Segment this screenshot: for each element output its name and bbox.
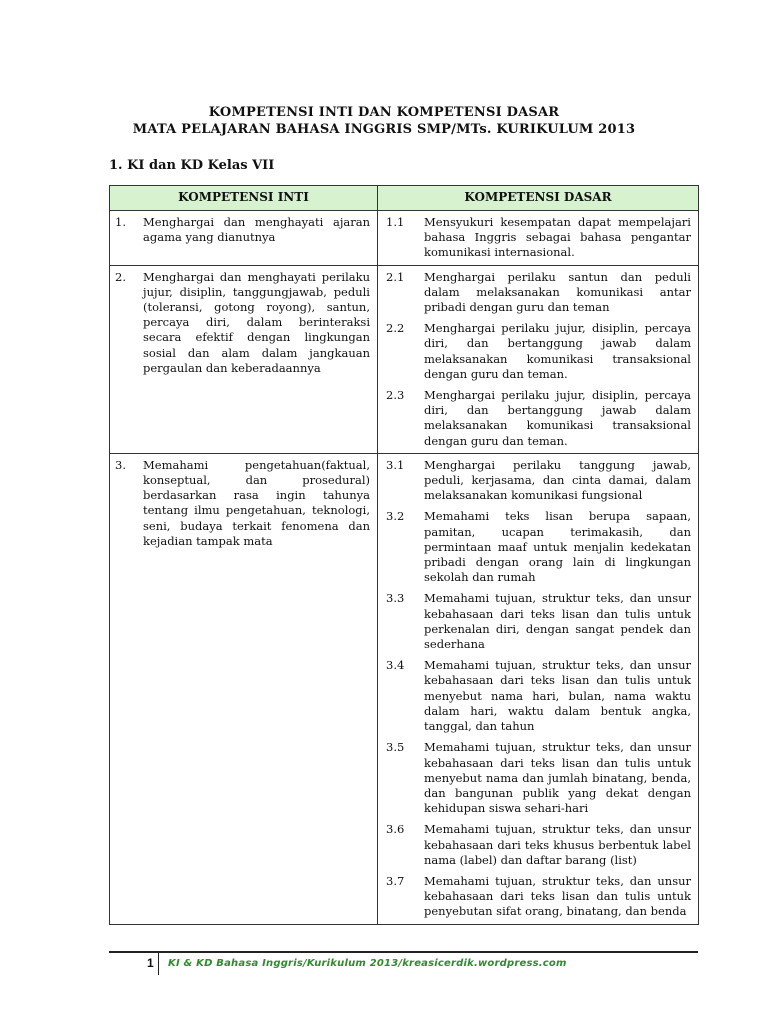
kd-number: 3.4 [386,658,405,673]
page-number: 1 [147,956,154,970]
kd-number: 3.1 [386,457,405,472]
kd-item [383,215,691,261]
kd-text: Memahami tujuan, struktur teks, dan unsur kebahasaan dari teks lisan dan tulis untuk penyebutan sifat orang, binatang, dan benda [424,873,691,919]
ki-number: 1. [115,215,126,229]
ki-text: Menghargai dan menghayati perilaku jujur, disiplin, tanggungjawab, peduli (toleransi, gotong royong), santun, percaya diri, dalam berinteraksi secara efektif dengan lingkungan sosial dan alam dalam jangkauan pergaulan dan keberadaannya [143,269,370,375]
competency-table [109,185,699,925]
kd-number: 3.7 [386,873,405,888]
kd-text: Menghargai perilaku tanggung jawab, peduli, kerjasama, dan cinta damai, dalam melaksanakan komunikasi fungsional [424,457,691,503]
kd-number: 2.1 [386,269,405,284]
ki-number: 2. [115,269,126,284]
ki-cell [110,265,378,453]
ki-text: Menghargai dan menghayati ajaran agama yang dianutnya [143,215,370,245]
kd-text: Memahami tujuan, struktur teks, dan unsur kebahasaan dari teks khusus berbentuk label nama (label) dan daftar barang (list) [424,822,691,867]
kd-cell [378,453,699,924]
kd-text: Memahami tujuan, struktur teks, dan unsur kebahasaan dari teks lisan dan tulis untuk menyebut nama dan jumlah binatang, benda, dan bangunan publik yang dekat dengan kehidupan siswa sehari-hari [424,740,691,816]
kd-text: Memahami tujuan, struktur teks, dan unsur kebahasaan dari teks lisan dan tulis untuk menyebut nama hari, bulan, nama waktu dalam hari, waktu dalam bentuk angka, tanggal, dan tahun [424,658,691,734]
kd-number: 3.3 [386,591,405,606]
footer-divider [109,951,698,953]
table-row [110,453,699,924]
kd-item [383,740,691,816]
kd-cell [378,265,699,453]
kd-text: Menghargai perilaku jujur, disiplin, percaya diri, dan bertanggung jawab dalam melaksanakan komunikasi transaksional dengan guru dan teman. [424,321,691,381]
header-kompetensi-dasar: KOMPETENSI DASAR [378,186,699,211]
ki-cell [110,453,378,924]
footer-text: KI & KD Bahasa Inggris/Kurikulum 2013/kreasicerdik.wordpress.com [168,958,567,969]
kd-text: Menghargai perilaku santun dan peduli dalam melaksanakan komunikasi antar pribadi dengan guru dan teman [424,269,691,315]
table-row [110,265,699,453]
kd-item [383,321,691,382]
ki-text: Memahami pengetahuan(faktual, konseptual, dan prosedural) berdasarkan rasa ingin tahunya tentang ilmu pengetahuan, teknologi, seni, budaya terkait fenomena dan kejadian tampak mata [143,457,370,548]
ki-cell [110,211,378,266]
document-title: KOMPETENSI INTI DAN KOMPETENSI DASAR [208,105,560,120]
kd-text: Mensyukuri kesempatan dapat mempelajari bahasa Inggris sebagai bahasa pengantar komunikasi internasional. [424,215,691,260]
kd-text: Menghargai perilaku jujur, disiplin, percaya diri, dan bertanggung jawab dalam melaksanakan komunikasi transaksional dengan guru dan teman. [424,388,691,448]
document-subtitle: MATA PELAJARAN BAHASA INGGRIS SMP/MTs. KURIKULUM 2013 [132,122,636,137]
kd-item [383,458,691,504]
kd-item [383,270,691,316]
kd-number: 1.1 [386,215,405,229]
kd-item [383,822,691,868]
header-kompetensi-inti: KOMPETENSI INTI [110,186,378,211]
section-heading: 1. KI dan KD Kelas VII [109,158,275,173]
kd-item [383,591,691,652]
kd-item [383,509,691,585]
kd-item [383,388,691,449]
kd-item [383,874,691,920]
kd-number: 2.2 [386,321,405,336]
kd-text: Memahami tujuan, struktur teks, dan unsur kebahasaan dari teks lisan dan tulis untuk perkenalan diri, dengan sangat pendek dan sederhana [424,591,691,652]
kd-number: 3.5 [386,740,405,755]
kd-cell [378,211,699,266]
ki-number: 3. [115,457,126,472]
kd-number: 3.2 [386,509,405,524]
kd-item [383,658,691,734]
footer-separator [158,953,159,975]
kd-text: Memahami teks lisan berupa sapaan, pamitan, ucapan terimakasih, dan permintaan maaf untuk menjalin kedekatan pribadi dengan orang lain di lingkungan sekolah dan rumah [424,509,691,585]
kd-number: 2.3 [386,388,405,403]
table-row [110,211,699,266]
kd-number: 3.6 [386,822,405,837]
